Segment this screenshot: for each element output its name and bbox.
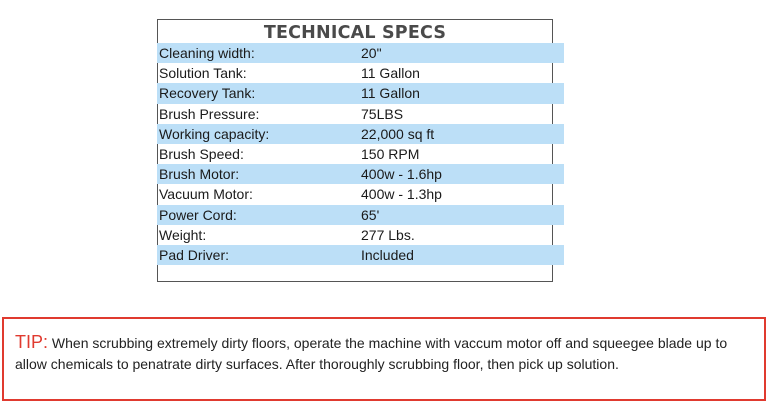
- spec-label: Weight:: [159, 226, 207, 243]
- tip-callout: [2, 317, 766, 401]
- spec-label: Working capacity:: [159, 125, 270, 142]
- spec-value: 11 Gallon: [361, 65, 420, 82]
- spec-value: 150 RPM: [361, 145, 420, 162]
- spec-value: Included: [361, 246, 414, 263]
- tip-label: TIP:: [15, 332, 49, 352]
- tip-text: When scrubbing extremely dirty floors, operate the machine with vaccum motor off and squeegee blade up to allow chemicals to penatrate dirty surfaces. After thoroughly scrubbing floor, then pick up solution.: [15, 335, 728, 372]
- spec-row: [157, 225, 564, 245]
- spec-row: [157, 83, 564, 103]
- spec-row: [157, 205, 564, 225]
- spec-label: Brush Speed:: [159, 145, 244, 162]
- spec-label: Vacuum Motor:: [159, 186, 253, 203]
- spec-value: 400w - 1.6hp: [361, 166, 442, 183]
- spec-row: [157, 43, 564, 63]
- spec-label: Power Cord:: [159, 206, 237, 223]
- spec-value: 22,000 sq ft: [361, 125, 435, 142]
- specs-title: TECHNICAL SPECS: [263, 23, 447, 43]
- spec-value: 277 Lbs.: [361, 226, 415, 243]
- spec-row: [157, 245, 564, 265]
- spec-value: 65': [361, 206, 380, 223]
- spec-row: [157, 164, 564, 184]
- spec-value: 75LBS: [361, 105, 404, 122]
- spec-label: Recovery Tank:: [159, 85, 256, 102]
- spec-label: Cleaning width:: [159, 45, 255, 61]
- spec-label: Solution Tank:: [159, 65, 247, 82]
- spec-value: 11 Gallon: [361, 85, 420, 102]
- spec-row: [157, 104, 564, 124]
- spec-row: [157, 124, 564, 144]
- spec-row: [157, 63, 564, 83]
- spec-label: Brush Pressure:: [159, 105, 260, 122]
- spec-label: Pad Driver:: [159, 246, 230, 263]
- technical-specs-table: [157, 19, 553, 282]
- spec-row: [157, 144, 564, 164]
- spec-value: 400w - 1.3hp: [361, 186, 442, 203]
- spec-row: [157, 184, 564, 204]
- spec-rows: [157, 43, 564, 265]
- spec-value: 20": [361, 45, 382, 61]
- spec-label: Brush Motor:: [159, 166, 240, 183]
